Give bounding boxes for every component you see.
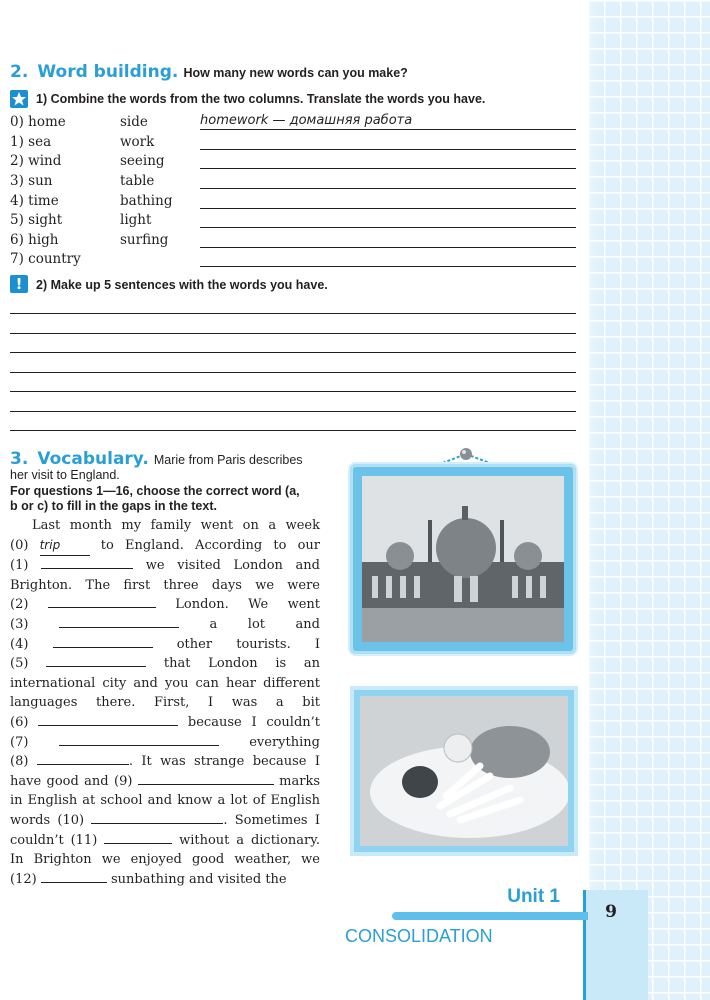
word-col-1: 4) time	[10, 193, 59, 209]
text-line: international city and you can hear different	[10, 675, 320, 691]
picture-frame-pavilion	[350, 464, 576, 654]
footer-bar	[392, 912, 588, 920]
gap-1[interactable]	[41, 556, 133, 569]
gap-2[interactable]	[48, 595, 156, 608]
exercise-2-header	[10, 62, 408, 82]
gap-9[interactable]	[138, 772, 274, 785]
writing-line[interactable]	[10, 411, 576, 412]
word-col-2: side	[120, 114, 148, 130]
gap-11[interactable]	[104, 831, 172, 844]
exercise-2-title: Word building.	[37, 62, 179, 82]
text-line: (0) trip to England. According to our	[10, 536, 320, 557]
exercise-2-number: 2.	[10, 62, 29, 82]
word-col-1: 7) country	[10, 251, 81, 267]
unit-label: Unit 1	[507, 886, 560, 907]
word-col-1: 1) sea	[10, 134, 52, 150]
exercise-3-number: 3.	[10, 449, 29, 469]
gap-10[interactable]	[91, 811, 223, 824]
writing-line[interactable]	[10, 313, 576, 314]
word-col-2: light	[120, 212, 152, 228]
exercise-2-subtitle: How many new words can you make?	[183, 66, 408, 80]
gap-3[interactable]	[59, 615, 179, 628]
word-col-2: work	[120, 134, 155, 150]
text-line: (4) other tourists. I	[10, 636, 320, 652]
word-col-2: seeing	[120, 153, 165, 169]
answer-line[interactable]	[200, 266, 576, 267]
answer-line[interactable]	[200, 247, 576, 248]
example-answer: homework — домашняя работа	[200, 113, 413, 128]
answer-line[interactable]	[200, 188, 576, 189]
answer-line[interactable]	[200, 129, 576, 130]
text-line: (5) that London is an	[10, 656, 321, 672]
text-line: (12) sunbathing and visited the	[10, 871, 287, 887]
word-col-1: 3) sun	[10, 173, 53, 189]
word-col-1: 0) home	[10, 114, 66, 130]
exercise-3-title: Vocabulary.	[37, 449, 149, 469]
example-answer: trip	[40, 536, 90, 557]
exercise-3-intro-cont: her visit to England.	[10, 468, 120, 482]
gap-7[interactable]	[59, 733, 219, 746]
answer-line[interactable]	[200, 227, 576, 228]
royal-pavilion-image	[362, 476, 564, 642]
text-line: languages there. First, I was a bit	[10, 695, 320, 711]
decorative-grid-strip	[588, 0, 710, 1000]
task-2-instruction: 2) Make up 5 sentences with the words you have.	[36, 278, 328, 292]
fish-and-chips-image	[360, 696, 568, 846]
writing-line[interactable]	[10, 430, 576, 431]
text-line: have good and (9) marks	[10, 773, 321, 789]
text-line: Last month my family went on a week	[32, 518, 320, 533]
exercise-3-instruction: For questions 1—16, choose the correct word (a,	[10, 484, 300, 498]
star-icon	[10, 90, 28, 108]
exclamation-icon: !	[10, 275, 28, 293]
answer-line[interactable]	[200, 168, 576, 169]
writing-line[interactable]	[10, 333, 576, 334]
answer-line[interactable]	[200, 208, 576, 209]
word-col-2: table	[120, 173, 155, 189]
text-line: (3) a lot and	[10, 616, 320, 632]
text-line: (8) . It was strange because I	[10, 754, 320, 770]
text-line: In Brighton we enjoyed good weather, we	[10, 852, 320, 868]
text-line: in English at school and know a lot of English	[10, 793, 320, 809]
exercise-3-instruction-cont: b or c) to fill in the gaps in the text.	[10, 499, 217, 513]
gap-5[interactable]	[46, 654, 146, 667]
gap-12[interactable]	[41, 870, 107, 883]
text-line: (6) because I couldn’t	[10, 714, 321, 730]
text-line: couldn’t (11) without a dictionary.	[10, 832, 320, 848]
word-col-1: 2) wind	[10, 153, 62, 169]
task-1-instruction: 1) Combine the words from the two columns. Translate the words you have.	[36, 92, 486, 106]
text-line: (2) London. We went	[10, 597, 320, 613]
picture-frame-food	[350, 686, 578, 856]
gap-8[interactable]	[37, 752, 129, 765]
gap-6[interactable]	[38, 713, 178, 726]
text-line: Brighton. The first three days we were	[10, 577, 320, 593]
word-col-1: 5) sight	[10, 212, 63, 228]
exercise-3-header	[10, 449, 303, 469]
writing-line[interactable]	[10, 372, 576, 373]
answer-line[interactable]	[200, 149, 576, 150]
word-col-1: 6) high	[10, 232, 59, 248]
exercise-3-intro: Marie from Paris describes	[153, 453, 303, 467]
text-line: (7) everything	[10, 734, 320, 750]
writing-line[interactable]	[10, 391, 576, 392]
gap-4[interactable]	[53, 635, 153, 648]
text-line: words (10) . Sometimes I	[10, 812, 320, 828]
gap-fill-text	[10, 516, 320, 889]
text-line: (1) we visited London and	[10, 558, 321, 574]
word-col-2: surfing	[120, 232, 169, 248]
page-number: 9	[605, 902, 617, 922]
writing-line[interactable]	[10, 352, 576, 353]
word-col-2: bathing	[120, 193, 173, 209]
section-label: CONSOLIDATION	[345, 926, 493, 946]
